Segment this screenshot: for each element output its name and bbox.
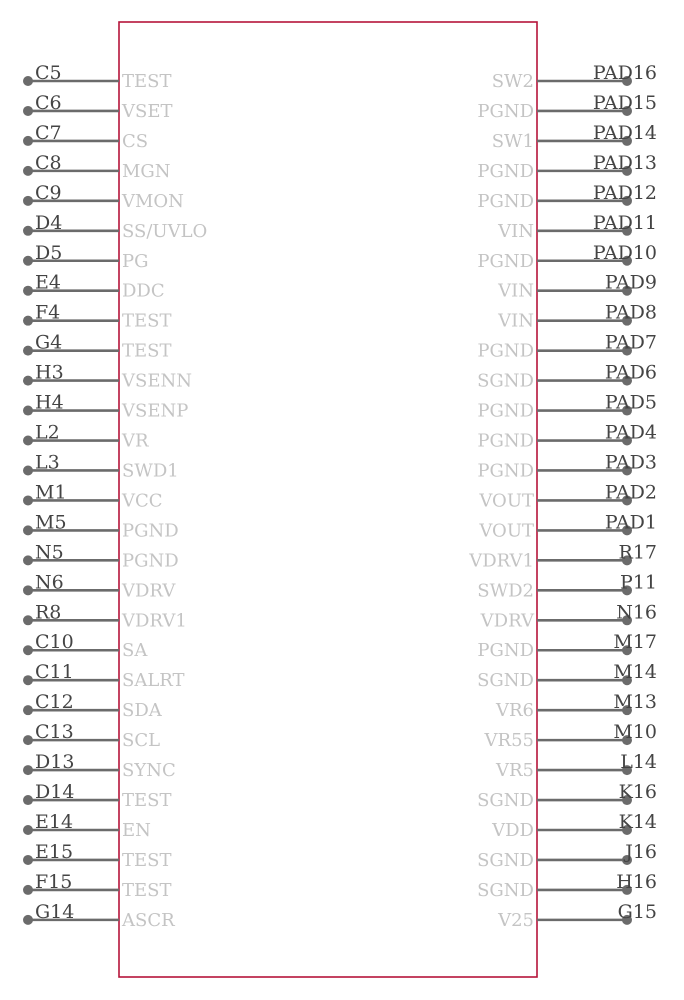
pin — [23, 691, 163, 721]
pin-number: K14 — [618, 811, 657, 833]
pin-number: R17 — [618, 541, 657, 564]
pin — [492, 62, 657, 92]
pin-number: C7 — [35, 121, 62, 144]
pin-number: J16 — [625, 840, 657, 863]
pin-name: PGND — [477, 400, 534, 422]
pin-number: PAD5 — [604, 391, 657, 414]
pin — [478, 481, 657, 511]
pin-name: PGND — [477, 460, 534, 482]
pin — [23, 601, 187, 631]
pin-number: N5 — [35, 541, 64, 564]
pin-name: ASCR — [122, 909, 175, 931]
pin — [497, 212, 657, 242]
pin — [492, 122, 657, 152]
pin-name: SDA — [122, 700, 162, 722]
pin — [23, 751, 176, 781]
pin-terminal — [23, 256, 33, 266]
pin — [477, 571, 657, 601]
pin-terminal — [23, 406, 33, 416]
pin-terminal — [23, 915, 33, 925]
pin-name: VR5 — [495, 760, 534, 782]
pin — [23, 571, 176, 601]
pin-number: PAD10 — [592, 241, 657, 264]
pin — [23, 212, 207, 242]
pin-name: VOUT — [479, 520, 534, 542]
pin-number: N16 — [616, 601, 657, 624]
pin-terminal — [23, 226, 33, 236]
pin-name: PGND — [477, 190, 534, 212]
pin-name: TEST — [122, 790, 172, 812]
pin-number: D4 — [35, 211, 63, 234]
pin-number: PAD1 — [604, 511, 657, 534]
pin-number: PAD15 — [592, 91, 657, 114]
pin — [478, 511, 657, 541]
pin — [477, 332, 657, 362]
pin-number: C13 — [35, 721, 74, 744]
pin — [477, 841, 657, 871]
pin-name: TEST — [122, 879, 172, 901]
pin — [23, 92, 172, 122]
pin-name: VIN — [498, 220, 534, 242]
pin — [23, 451, 179, 481]
pin-terminal — [23, 286, 33, 296]
pin-terminal — [23, 136, 33, 146]
pin-terminal — [23, 525, 33, 535]
pin-number: N6 — [35, 571, 64, 594]
pin-number: L2 — [35, 421, 60, 444]
pin-number: C10 — [35, 631, 74, 654]
pin-name: VDD — [492, 820, 534, 841]
pin-number: PAD12 — [592, 181, 657, 204]
pin-name: TEST — [122, 340, 172, 362]
pin-name: VIN — [498, 280, 534, 302]
pin-name: TEST — [122, 310, 172, 332]
pin — [23, 422, 149, 452]
pin-number: M5 — [35, 511, 67, 534]
pin — [23, 272, 165, 302]
pin — [23, 152, 171, 182]
pin-name: EN — [122, 820, 151, 841]
pin — [477, 661, 657, 691]
pin — [23, 631, 148, 661]
pin-terminal — [23, 615, 33, 625]
pin — [23, 661, 185, 691]
pin-number: H16 — [616, 870, 657, 893]
pin — [477, 451, 657, 481]
pin — [23, 481, 163, 511]
pin-number: M10 — [613, 721, 657, 744]
pin-terminal — [23, 795, 33, 805]
pin — [23, 901, 175, 931]
pin-name: PGND — [477, 250, 534, 272]
pin — [23, 302, 171, 332]
pin-name: SS/UVLO — [122, 220, 208, 242]
pin-terminal — [23, 825, 33, 835]
pin-number: G15 — [617, 900, 657, 923]
left-pin-group — [23, 62, 207, 931]
pin-name: VDRV — [480, 610, 534, 632]
pin-name: VOUT — [479, 490, 534, 512]
pin-number: PAD11 — [592, 211, 657, 234]
pin — [497, 272, 657, 302]
pin — [477, 92, 657, 122]
pin-terminal — [23, 495, 33, 505]
pin-number: C11 — [35, 661, 74, 684]
pin — [477, 152, 657, 182]
pin-name: PGND — [477, 430, 534, 452]
pin — [477, 392, 657, 422]
right-pin-group — [468, 62, 657, 931]
pin-number: M13 — [613, 691, 657, 714]
pin-terminal — [23, 436, 33, 446]
pin-terminal — [23, 855, 33, 865]
pin-number: H3 — [35, 361, 64, 384]
pin — [23, 511, 179, 541]
pin-name: SYNC — [122, 760, 176, 782]
pin — [495, 751, 657, 781]
pin-number: M14 — [613, 661, 657, 684]
pin-number: PAD3 — [604, 451, 657, 474]
pin-terminal — [23, 585, 33, 595]
pin-name: VDRV — [122, 580, 176, 602]
pin-terminal — [23, 196, 33, 206]
pin — [477, 182, 657, 212]
pin-name: VIN — [498, 310, 534, 332]
pin-number: R8 — [35, 601, 62, 624]
pin-name: VMON — [122, 190, 184, 212]
pin-terminal — [23, 735, 33, 745]
pin-number: PAD9 — [604, 271, 657, 294]
pin-terminal — [23, 106, 33, 116]
pin-terminal — [23, 765, 33, 775]
pin — [477, 871, 657, 901]
pin-number: G14 — [35, 900, 75, 923]
pin-name: DDC — [122, 280, 165, 302]
pin-number: PAD7 — [604, 331, 657, 354]
pin-number: L14 — [620, 751, 657, 774]
pin — [477, 781, 657, 811]
pin-number: PAD2 — [604, 481, 657, 504]
pin-number: M17 — [613, 631, 657, 654]
pin-number: PAD6 — [604, 361, 657, 384]
pin-number: PAD4 — [604, 421, 657, 444]
pin-name: VSET — [122, 100, 173, 122]
pin — [477, 422, 657, 452]
pin-number: P11 — [620, 571, 657, 594]
pin — [495, 691, 657, 721]
pin-name: CS — [122, 130, 149, 152]
pin-name: MGN — [122, 160, 171, 182]
pin-name: SGND — [477, 879, 534, 901]
pin-number: D5 — [35, 241, 63, 264]
pin-number: PAD14 — [592, 121, 657, 144]
pin — [23, 781, 171, 811]
pin-number: K16 — [618, 781, 657, 804]
pin — [468, 541, 657, 571]
pin-terminal — [23, 645, 33, 655]
pin-terminal — [23, 376, 33, 386]
pin — [480, 601, 657, 631]
pin — [477, 362, 657, 392]
pin-terminal — [23, 166, 33, 176]
pin-name: VCC — [122, 490, 163, 512]
pin-number: M1 — [35, 481, 67, 504]
pin-terminal — [23, 705, 33, 715]
pin — [23, 362, 192, 392]
pin — [484, 721, 657, 751]
pin — [23, 122, 148, 152]
pin-terminal — [23, 316, 33, 326]
pin-number: C6 — [35, 91, 62, 114]
pin-number: G4 — [35, 331, 63, 354]
pin-terminal — [23, 76, 33, 86]
pin-terminal — [23, 675, 33, 685]
pin-number: PAD13 — [592, 151, 657, 174]
pin — [23, 871, 171, 901]
pin-name: SA — [122, 640, 148, 662]
pin-name: SGND — [477, 849, 534, 871]
pin-name: VSENP — [122, 400, 189, 422]
pin-name: SWD1 — [122, 460, 179, 482]
pin-number: F4 — [35, 301, 61, 324]
pin-name: PGND — [122, 520, 179, 542]
pin — [23, 332, 171, 362]
pin-name: VR — [122, 430, 149, 452]
pin-number: C9 — [35, 181, 62, 204]
pin-name: VR6 — [495, 700, 534, 722]
pin-name: PGND — [477, 160, 534, 182]
pin-name: SALRT — [122, 670, 185, 692]
pin — [497, 901, 657, 931]
pin-name: SW1 — [491, 130, 534, 152]
pin-number: C8 — [35, 151, 62, 174]
pin-terminal — [23, 346, 33, 356]
pin-name: SGND — [477, 670, 534, 692]
pin-terminal — [23, 885, 33, 895]
pin — [23, 811, 151, 841]
pin-number: L3 — [35, 451, 60, 474]
pin — [491, 811, 657, 841]
pin-number: PAD16 — [592, 62, 657, 84]
pin-number: E14 — [35, 811, 74, 833]
pin-name: SW2 — [491, 71, 534, 92]
pin — [23, 841, 171, 871]
pin-number: H4 — [35, 391, 64, 414]
pin-number: C12 — [35, 691, 74, 714]
pin-name: SGND — [477, 370, 534, 392]
pin-name: TEST — [122, 71, 172, 92]
pin-name: SGND — [477, 790, 534, 812]
pin-number: E15 — [35, 840, 74, 863]
pin-number: E4 — [35, 271, 61, 294]
pin-name: VSENN — [122, 370, 192, 392]
pin-name: SCL — [122, 730, 161, 752]
pin-name: VDRV1 — [122, 610, 187, 632]
pin — [23, 182, 184, 212]
pin — [23, 62, 171, 92]
pin-name: VDRV1 — [469, 550, 534, 572]
pin-name: SWD2 — [477, 580, 534, 602]
pin — [23, 721, 160, 751]
pin-name: PGND — [477, 100, 534, 122]
pin-name: PGND — [477, 340, 534, 362]
pin — [23, 392, 188, 422]
pin-name: PGND — [477, 640, 534, 662]
pin — [477, 242, 657, 272]
pin-name: PG — [122, 250, 149, 272]
pin — [23, 242, 149, 272]
pin-number: D13 — [35, 751, 75, 774]
pin-terminal — [23, 555, 33, 565]
pin-name: TEST — [122, 849, 172, 871]
pin — [497, 302, 657, 332]
pin-name: PGND — [122, 550, 179, 572]
component-body — [119, 22, 537, 977]
pin-number: PAD8 — [604, 301, 657, 324]
pin-number: F15 — [35, 870, 73, 893]
pin-terminal — [23, 465, 33, 475]
pin-name: VR55 — [484, 730, 534, 752]
pin-number: D14 — [35, 781, 75, 804]
pin — [477, 631, 657, 661]
pin-name: V25 — [498, 909, 534, 931]
pin — [23, 541, 179, 571]
pin-number: C5 — [35, 62, 62, 84]
